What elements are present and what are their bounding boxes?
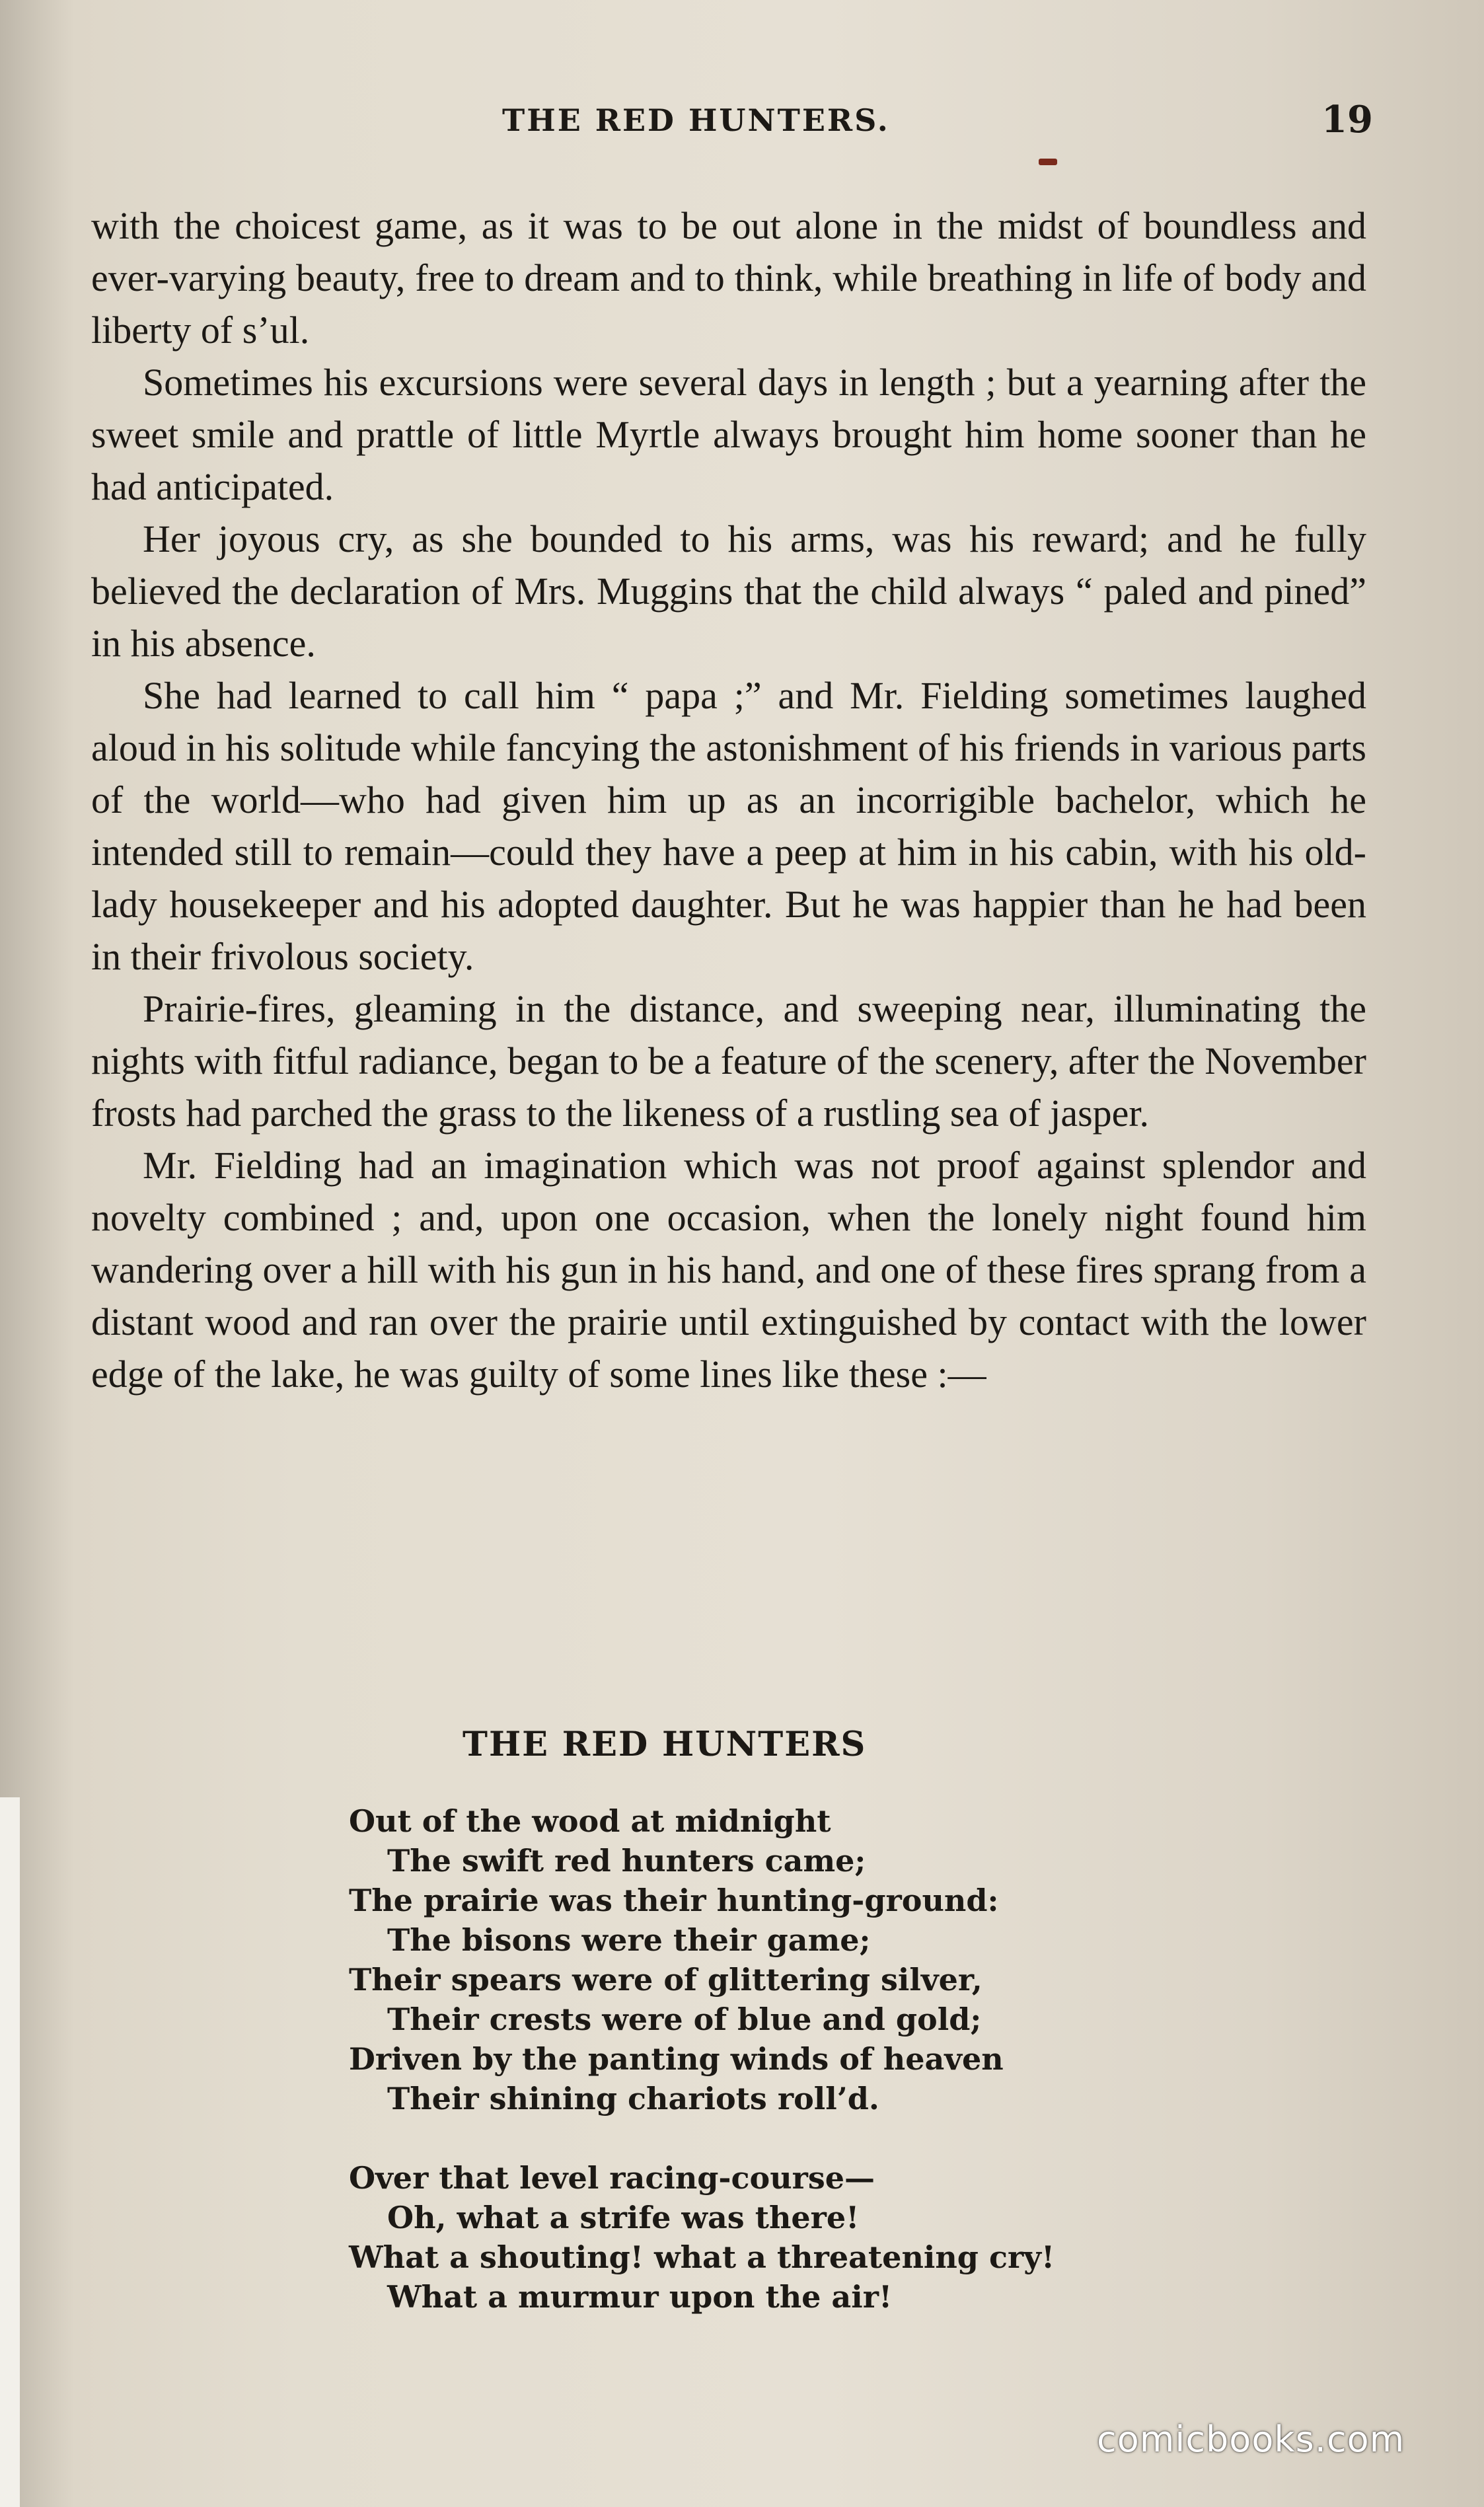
poem-line: Their spears were of glittering silver, [349, 1962, 983, 1998]
paragraph-3: Her joyous cry, as she bounded to his arms, was his reward; and he fully believed the declaration of Mrs. Muggins that the child always “ paled and pined” in his absence. [91, 517, 1366, 665]
poem-line: The swift red hunters came; [387, 1843, 866, 1879]
poem-line: Their shining chariots roll’d. [387, 2081, 879, 2116]
poem-line: What a shouting! what a threatening cry! [349, 2239, 1055, 2275]
poem-line: Oh, what a strife was there! [387, 2200, 860, 2235]
body-text [91, 200, 1366, 1400]
poem [349, 1801, 1055, 2356]
paragraph-4: She had learned to call him “ papa ;” and Mr. Fielding sometimes laughed aloud in his solitude while fancying the astonishment of his friends in various parts of the world—who had given him up as an incorrigible bachelor, which he intended still to remain—could they have a peep at him in his cabin, with his old-lady housekeeper and his adopted daughter. But he was happier than he had been in their frivolous society. [91, 674, 1366, 978]
paragraph-5: Prairie-fires, gleaming in the distance, and sweeping near, illuminating the nights with fitful radiance, began to be a feature of the scenery, after the November frosts had parched the grass to the likeness of a rustling sea of jasper. [91, 987, 1366, 1135]
running-head: THE RED HUNTERS. [502, 102, 890, 138]
paragraph-2: Sometimes his excursions were several days in length ; but a yearning after the sweet smile and prattle of little Myrtle always brought him home sooner than he had anticipated. [91, 361, 1366, 508]
watermark: comicbooks.com [1097, 2418, 1405, 2460]
poem-title: THE RED HUNTERS [463, 1725, 867, 1764]
paragraph-1: with the choicest game, as it was to be out alone in the midst of boundless and ever-varying beauty, free to dream and to think, while breathing in life of body and liberty of s’ul. [91, 204, 1366, 352]
paragraph-6: Mr. Fielding had an imagination which was not proof against splendor and novelty combined ; and, upon one occasion, when the lonely night found him wandering over a hill with his gun in his hand, and one of these fires sprang from a distant wood and ran over the prairie until extinguished by contact with the lower edge of the lake, he was guilty of some lines like these :— [91, 1144, 1366, 1396]
poem-line: Their crests were of blue and gold; [387, 2002, 982, 2037]
poem-line: Driven by the panting winds of heaven [349, 2041, 1004, 2077]
poem-line: What a murmur upon the air! [387, 2279, 893, 2315]
page-number: 19 [1321, 98, 1373, 141]
page-edge-strip [0, 1797, 20, 2507]
poem-stanza-1 [349, 1801, 1055, 2118]
poem-line: The bisons were their game; [387, 1922, 871, 1958]
poem-line: The prairie was their hunting-ground: [349, 1883, 999, 1918]
poem-line: Over that level racing-course— [349, 2160, 875, 2196]
ink-mark [1039, 159, 1057, 165]
poem-line: Out of the wood at midnight [349, 1803, 831, 1839]
poem-stanza-2 [349, 2158, 1055, 2317]
